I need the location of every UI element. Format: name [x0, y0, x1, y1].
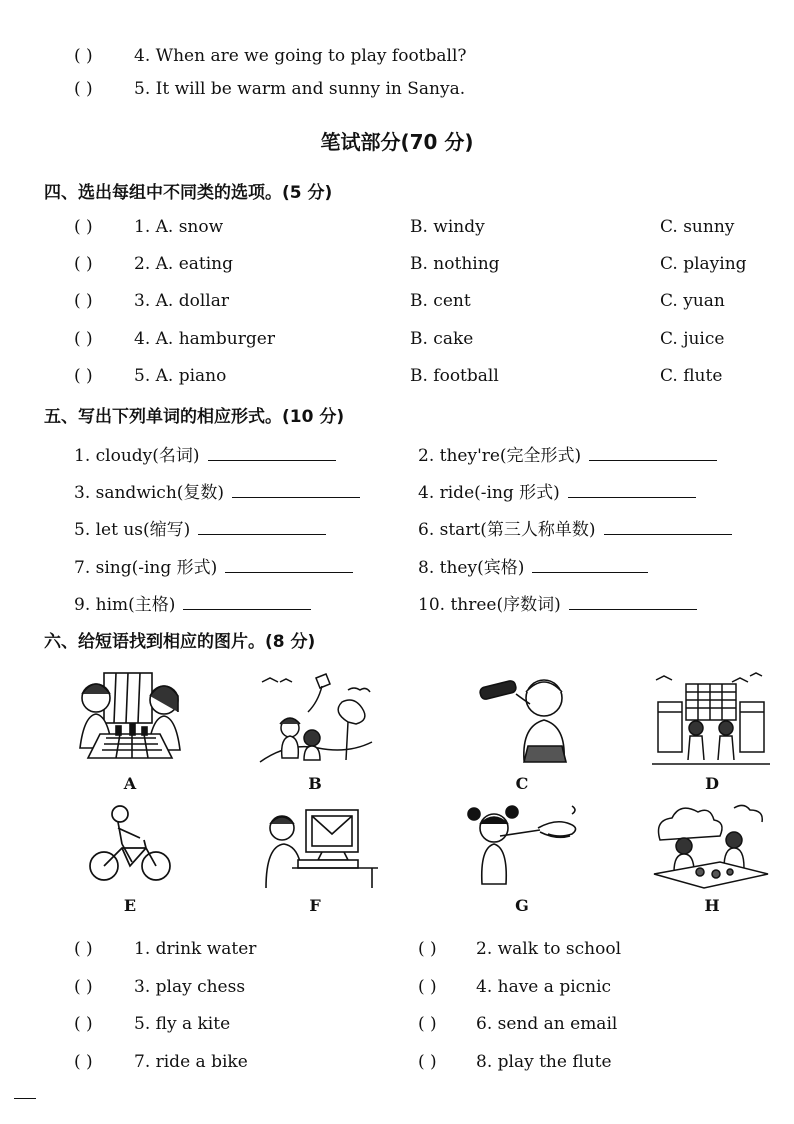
word-prompt: 7. sing(-ing 形式)	[74, 558, 218, 578]
kite-flying-icon[interactable]	[258, 672, 374, 767]
phrase-item: 8. play the flute	[476, 1052, 612, 1072]
picture-letter: G	[515, 896, 529, 915]
option-b: B. nothing	[410, 254, 500, 274]
option-c: C. juice	[660, 329, 725, 349]
word-form-item	[418, 553, 648, 578]
answer-paren[interactable]: ( )	[74, 977, 93, 997]
chess-players-icon[interactable]	[74, 668, 186, 768]
answer-blank[interactable]	[532, 558, 648, 573]
option-b: B. cent	[410, 291, 471, 311]
word-form-item	[74, 515, 326, 540]
option-b: B. football	[410, 366, 499, 386]
option-b: B. cake	[410, 329, 474, 349]
answer-blank[interactable]	[568, 483, 696, 498]
phrase-item: 1. drink water	[134, 939, 257, 959]
word-prompt: 4. ride(-ing 形式)	[418, 483, 560, 503]
answer-blank[interactable]	[208, 446, 336, 461]
answer-blank[interactable]	[589, 446, 717, 461]
word-prompt: 1. cloudy(名词)	[74, 446, 200, 466]
option-a: 1. A. snow	[134, 217, 224, 237]
bike-rider-icon[interactable]	[88, 804, 172, 886]
option-c: C. yuan	[660, 291, 725, 311]
word-form-item	[418, 590, 697, 615]
computer-email-icon[interactable]	[262, 802, 380, 890]
word-form-item	[418, 515, 732, 540]
answer-paren[interactable]: ( )	[74, 1052, 93, 1072]
answer-paren[interactable]: ( )	[74, 46, 93, 66]
answer-paren[interactable]: ( )	[418, 1014, 437, 1034]
picture-letter: B	[308, 774, 322, 793]
option-a: 2. A. eating	[134, 254, 234, 274]
word-prompt: 2. they're(完全形式)	[418, 446, 582, 466]
answer-blank[interactable]	[183, 595, 311, 610]
picnic-icon[interactable]	[650, 800, 772, 890]
option-c: C. playing	[660, 254, 747, 274]
answer-paren[interactable]: ( )	[74, 1014, 93, 1034]
picture-letter: A	[123, 774, 137, 793]
word-form-item	[74, 441, 336, 466]
answer-paren[interactable]: ( )	[74, 79, 93, 99]
listening-item: 4. When are we going to play football?	[134, 46, 467, 66]
flute-player-icon[interactable]	[460, 800, 584, 888]
phrase-item: 3. play chess	[134, 977, 246, 997]
answer-paren[interactable]: ( )	[74, 329, 93, 349]
answer-paren[interactable]: ( )	[418, 939, 437, 959]
picture-letter: E	[123, 896, 137, 915]
walk-to-school-icon[interactable]	[652, 672, 770, 768]
word-prompt: 3. sandwich(复数)	[74, 483, 225, 503]
section-6-heading: 六、给短语找到相应的图片。(8 分)	[44, 632, 316, 652]
word-prompt: 6. start(第三人称单数)	[418, 520, 596, 540]
word-prompt: 9. him(主格)	[74, 595, 176, 615]
answer-paren[interactable]: ( )	[74, 366, 93, 386]
answer-blank[interactable]	[198, 520, 326, 535]
word-prompt: 5. let us(缩写)	[74, 520, 191, 540]
answer-paren[interactable]: ( )	[74, 254, 93, 274]
answer-paren[interactable]: ( )	[74, 217, 93, 237]
page-corner-rule	[14, 1098, 36, 1099]
option-b: B. windy	[410, 217, 485, 237]
answer-blank[interactable]	[232, 483, 360, 498]
option-a: 3. A. dollar	[134, 291, 229, 311]
phrase-item: 2. walk to school	[476, 939, 622, 959]
picture-letter: C	[515, 774, 529, 793]
word-form-item	[418, 478, 696, 503]
answer-paren[interactable]: ( )	[418, 977, 437, 997]
picture-letter: F	[309, 896, 321, 915]
picture-letter: D	[705, 774, 719, 793]
option-a: 4. A. hamburger	[134, 329, 275, 349]
listening-item: 5. It will be warm and sunny in Sanya.	[134, 79, 466, 99]
option-a: 5. A. piano	[134, 366, 227, 386]
picture-letter: H	[704, 896, 720, 915]
word-form-item	[418, 441, 717, 466]
option-c: C. sunny	[660, 217, 735, 237]
answer-blank[interactable]	[604, 520, 732, 535]
section-4-heading: 四、选出每组中不同类的选项。(5 分)	[44, 183, 333, 203]
answer-paren[interactable]: ( )	[74, 939, 93, 959]
drinking-bottle-icon[interactable]	[476, 670, 576, 768]
word-form-item	[74, 553, 353, 578]
answer-paren[interactable]: ( )	[74, 291, 93, 311]
written-part-title: 笔试部分(70 分)	[320, 130, 474, 154]
answer-blank[interactable]	[225, 558, 353, 573]
word-form-item	[74, 590, 311, 615]
option-c: C. flute	[660, 366, 723, 386]
phrase-item: 5. fly a kite	[134, 1014, 231, 1034]
word-prompt: 10. three(序数词)	[418, 595, 561, 615]
word-form-item	[74, 478, 360, 503]
answer-paren[interactable]: ( )	[418, 1052, 437, 1072]
phrase-item: 4. have a picnic	[476, 977, 612, 997]
section-5-heading: 五、写出下列单词的相应形式。(10 分)	[44, 407, 345, 427]
phrase-item: 6. send an email	[476, 1014, 618, 1034]
word-prompt: 8. they(宾格)	[418, 558, 525, 578]
answer-blank[interactable]	[569, 595, 697, 610]
phrase-item: 7. ride a bike	[134, 1052, 248, 1072]
